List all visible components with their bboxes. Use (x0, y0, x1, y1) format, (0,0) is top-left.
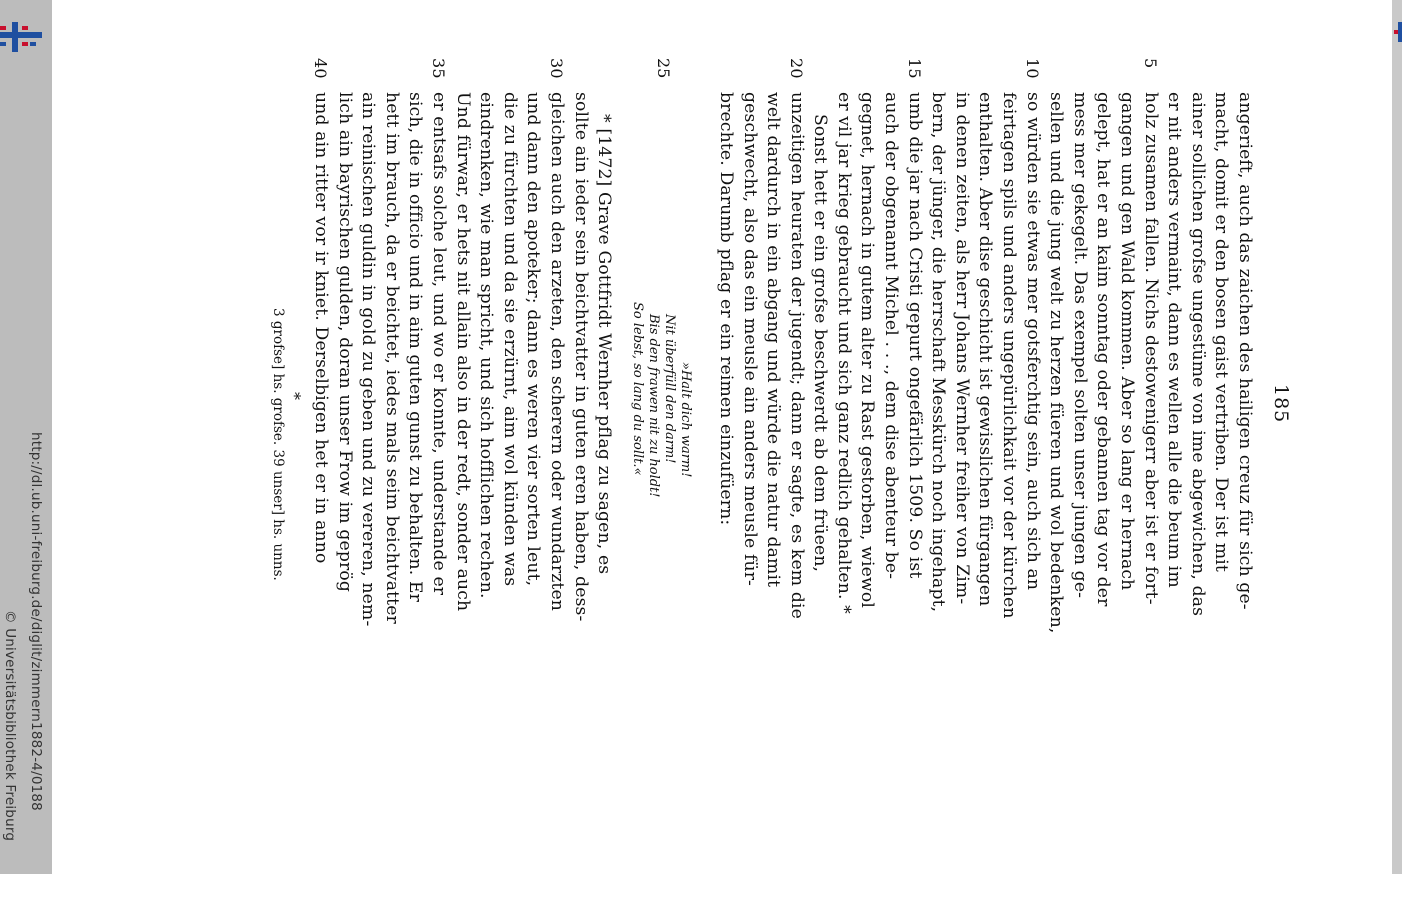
line-text: eindrenken, wie man spricht, und sich hofflichen rechen. (476, 92, 497, 599)
text-line (831, 92, 855, 702)
line-text: so würden sie etwas mer gotsferchtig sein, auch sich an (1022, 92, 1043, 591)
text-line (713, 92, 737, 702)
text-line (544, 58, 568, 702)
watermark (0, 0, 52, 874)
text-line (356, 92, 380, 702)
text-line (879, 92, 903, 702)
page-number: 185 (1270, 384, 1292, 424)
section-star: * (285, 392, 305, 400)
line-text: feirtagen spils und anders ungepürlichkait vor der kürchen (999, 92, 1020, 619)
footnote: 3 grofse] hs. grofse. 39 unser] hs. unns. (270, 308, 287, 581)
line-text: sich, die in officio und in aim guten gunst zu behalten. Er (405, 92, 426, 603)
text-line (784, 58, 808, 702)
line-number: 10 (1022, 58, 1042, 79)
text-line (1044, 92, 1068, 702)
text-line (1114, 92, 1138, 702)
text-line (808, 92, 832, 702)
text-line (379, 92, 403, 702)
line-text: auch der obgenannt Michel . . ., dem dise abenteur be- (881, 92, 902, 580)
line-text: Sonst hett er ein grofse beschwerdt ab dem früeen, (810, 114, 831, 573)
line-number: 5 (1140, 58, 1160, 69)
library-logo-fragment-icon (1394, 22, 1402, 42)
line-text: angerieft, auch das zaichen des hailigen creuz für sich ge- (1235, 92, 1255, 610)
line-text: Und fürwar, er hets nit allain also in der redt, sonder auch (452, 92, 473, 612)
text-line (902, 58, 926, 702)
text-line (761, 92, 785, 702)
line-number: 35 (429, 58, 449, 79)
line-text: mess mer gekegelt. Das exempel solten unser jungen ge- (1069, 92, 1090, 599)
text-line (996, 92, 1020, 702)
text-line (1020, 58, 1044, 702)
text-line (426, 58, 450, 702)
line-text: welt dardurch in ein abgang und würde die natur damit (763, 92, 784, 588)
watermark-copyright: © Universitätsbibliothek Freiburg (2, 610, 18, 842)
text-line (1209, 92, 1233, 702)
text-line (332, 92, 356, 702)
line-text: in denen zeiten, als herr Johans Wernher freiher von Zim- (951, 92, 972, 605)
verse-line: Bis den frawen nit zu holdt! (646, 314, 662, 498)
text-block-1 (713, 58, 1256, 702)
text-line (592, 92, 616, 702)
line-text: hett im brauch, da er beichtet, iedes mals seim beichtvatter (381, 92, 402, 624)
text-line (737, 92, 761, 702)
text-line (450, 92, 474, 702)
text-line (855, 92, 879, 702)
line-text: er vil jar krieg gebraucht und sich ganz redlich gehalten. * (833, 92, 854, 614)
text-line (949, 92, 973, 702)
verse-line: So lebst, so lang du sollt.« (630, 302, 646, 476)
text-line (521, 92, 545, 702)
text-line (973, 92, 997, 702)
line-text: unzeitigen heuraten der jugendt; dann er sagte, es kem die (786, 92, 807, 619)
line-text: die zu fürchten und da sie erzürnt, aim wol künden was (499, 92, 520, 587)
text-line (926, 92, 950, 702)
text-line (1067, 92, 1091, 702)
line-text: umb die jar nach Cristi gepurt ongefärlich 1509. So ist (904, 92, 925, 579)
line-text: macht, domit er den bosen gaist vertriben. Der ist mit (1211, 92, 1232, 572)
text-line (1162, 92, 1186, 702)
verse-line: »Halt dich warm! (678, 362, 694, 478)
text-line (1091, 92, 1115, 702)
line-text: und ain ritter vor ir kniet. Derselbigen het er in anno (311, 92, 332, 564)
line-text: * [1472] Grave Gottfridt Wernher pflag zu sagen, es (594, 114, 615, 575)
line-text: er nit anders vermaint, dann es wellen alle die beum im (1164, 92, 1185, 588)
text-line (568, 92, 592, 702)
line-text: holz zusamen fallen. Nichs destowenigerr aber ist er fort- (1140, 92, 1161, 605)
text-line (1185, 92, 1209, 702)
text-line (497, 92, 521, 702)
rotated-text-frame (270, 58, 1292, 712)
line-text: ain reinischen guldin in gold zu geben und zu vereren, nem- (358, 92, 379, 627)
text-line (474, 92, 498, 702)
line-number: 30 (547, 58, 567, 79)
text-line (308, 58, 332, 702)
line-number: 20 (786, 58, 806, 79)
line-text: brechte. Darumb pflag er ein reimen einzufüern: (715, 92, 736, 526)
text-line (403, 92, 427, 702)
line-text: gegnet, hernach in gutem alter zu Rast gestorben, wiewol (857, 92, 878, 608)
line-text: sollte ain ieder sein beichtvatter in guten eren haben, dess- (570, 92, 591, 622)
line-number: 40 (311, 58, 331, 79)
line-text: gelept, hat er an kaim sonntag oder gebannen tag vor der (1093, 92, 1114, 607)
line-text: sellen und die jung welt zu herzen füeren und wol bedenken, (1046, 92, 1067, 634)
text-block-2 (308, 58, 615, 702)
line-number: 15 (904, 58, 924, 79)
line-text: lich ain bayrischen gulden, doran unser Frow im geprög (334, 92, 355, 592)
line-text: ainer sollichen grofse ungestüme von ime abgewichen, das (1187, 92, 1208, 617)
line-text: und dann den apoteker; dann es weren vier sorten leut, (523, 92, 544, 587)
line-text: gangen und gen Wald kommen. Aber so lang er hernach (1117, 92, 1138, 591)
verse-line: Nit überfüll den darm! (662, 314, 678, 464)
line-text: er entsafs solche leut, und wo er konnte, understande er (429, 92, 450, 596)
watermark-url: http://dl.ub.uni-freiburg.de/diglit/zimmern1882-4/0188 (28, 432, 44, 811)
line-text: bern, der jünger, die herrschaft Messkürch noch ingehapt, (928, 92, 949, 613)
line-text: enthalten. Aber dise geschicht ist gewisslichen fürgangen (975, 92, 996, 607)
verse-block (629, 58, 694, 702)
viewer-right-strip (1392, 0, 1402, 874)
line-text: gleichen auch den arzeten, den scherern oder wundarzten (547, 92, 568, 612)
scanned-page (52, 0, 1392, 874)
line-text: geschwecht, also das ein meusle ain anders meusle für- (739, 92, 760, 587)
text-line (1232, 92, 1256, 702)
line-number: 25 (654, 58, 674, 79)
text-line (1138, 58, 1162, 702)
